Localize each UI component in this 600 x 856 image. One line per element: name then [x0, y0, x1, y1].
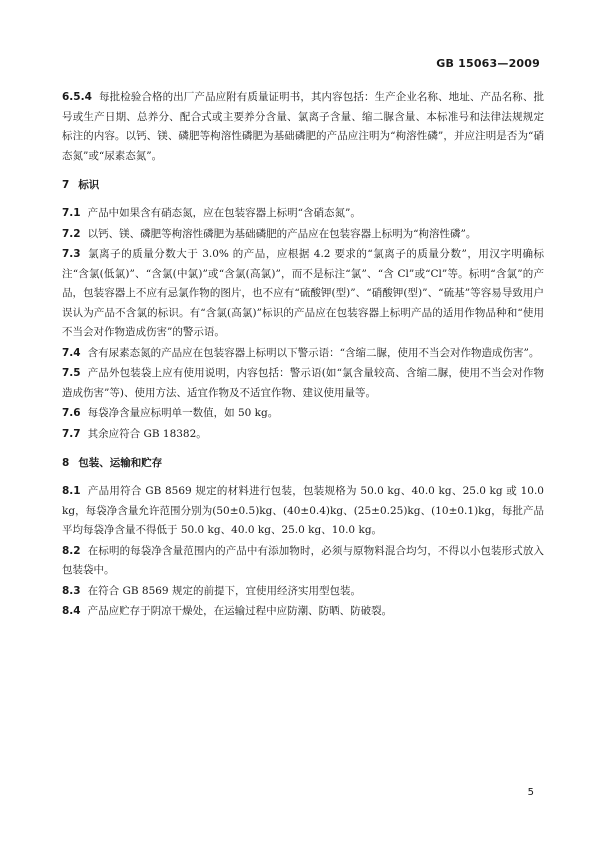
- clause-text: 产品应贮存于阴凉干燥处，在运输过程中应防潮、防晒、防破裂。: [87, 605, 393, 617]
- clause-8-1: [62, 482, 544, 541]
- clause-text: 含有尿素态氮的产品应在包装容器上标明以下警示语：“含缩二脲，使用不当会对作物造成伤害”。: [87, 346, 540, 359]
- clause-8-2: [62, 542, 544, 581]
- clause-7-4: [62, 344, 544, 364]
- section-8-heading: [62, 454, 544, 473]
- page-body: [62, 88, 544, 623]
- clause-number: 7.3: [62, 248, 81, 260]
- section-title: 标识: [78, 179, 100, 191]
- page-number: 5: [527, 787, 534, 798]
- clause-text: 以钙、镁、磷肥等枸溶性磷肥为基础磷肥的产品应在包装容器上标明为“枸溶性磷”。: [87, 227, 477, 240]
- section-7-heading: [62, 176, 544, 195]
- clause-7-1: [62, 204, 544, 224]
- clause-8-4: [62, 602, 544, 622]
- clause-number: 8.3: [62, 584, 81, 597]
- clause-number: 8.1: [62, 485, 81, 497]
- clause-number: 7.4: [62, 346, 81, 359]
- clause-text: 其余应符合 GB 18382。: [87, 427, 207, 440]
- clause-number: 7.6: [62, 407, 81, 419]
- section-number: 7: [62, 179, 70, 191]
- clause-text: 在标明的每袋净含量范围内的产品中有添加物时，必须与原物料混合均匀，不得以小包装形式放入包装袋中。: [62, 544, 544, 576]
- clause-number: 8.4: [62, 605, 81, 617]
- clause-number: 7.5: [62, 367, 81, 379]
- clause-text: 在符合 GB 8569 规定的前提下，宜使用经济实用型包装。: [87, 584, 361, 597]
- clause-6-5-4: [62, 88, 544, 166]
- clause-7-3: [62, 245, 544, 343]
- standard-number-header: GB 15063—2009: [436, 57, 540, 70]
- clause-8-3: [62, 582, 544, 602]
- clause-number: 7.2: [62, 227, 81, 240]
- clause-text: 每袋净含量应标明单一数值，如 50 kg。: [87, 407, 279, 419]
- clause-number: 8.2: [62, 544, 81, 557]
- clause-7-6: [62, 404, 544, 424]
- clause-number: 7.1: [62, 207, 81, 219]
- section-number: 8: [62, 457, 70, 469]
- clause-text: 产品外包装袋上应有使用说明，内容包括：警示语(如“氯含量较高、含缩二脲，使用不当会对作物造成伤害”等)、使用方法、适宜作物及不适宜作物、建议使用量等。: [62, 367, 544, 399]
- clause-text: 每批检验合格的出厂产品应附有质量证明书，其内容包括：生产企业名称、地址、产品名称、批号或生产日期、总养分、配合式或主要养分含量、氯离子含量、缩二脲含量、本标准号和法律法规规定标注的内容。以钙、镁、磷肥等枸溶性磷肥为基础磷肥的产品应注明为“枸溶性磷”，并应注明是否为“硝态氮”或“尿素态氮”。: [62, 91, 544, 162]
- section-title: 包装、运输和贮存: [78, 457, 163, 469]
- clause-text: 氯离子的质量分数大于 3.0% 的产品，应根据 4.2 要求的“氯离子的质量分数”，用汉字明确标注“含氯(低氯)”、“含氯(中氯)”或“含氯(高氯)”，而不是标注“氯”、“含 Cl”或“Cl”等。标明“含氯”的产品，包装容器上不应有忌氯作物的图片，也不应有“硫酸钾(型)”、“硝酸钾(型)”、“硫基”等容易导致用户误认为产品不含氯的标识。有“含氯(高氯)”标识的产品应在包装容器上标明产品的适用作物品种和“使用不当会对作物造成伤害”的警示语。: [62, 248, 544, 338]
- clause-7-5: [62, 364, 544, 403]
- clause-text: 产品用符合 GB 8569 规定的材料进行包装，包装规格为 50.0 kg、40.0 kg、25.0 kg 或 10.0 kg，每袋净含量允许范围分别为(50±0.5)kg、(40±0.4)kg、(25±0.25)kg、(10±0.1)kg，每批产品平均每袋净含量不得低于 50.0 kg、40.0 kg、25.0 kg、10.0 kg。: [62, 485, 544, 536]
- clause-text: 产品中如果含有硝态氮，应在包装容器上标明“含硝态氮”。: [87, 207, 361, 219]
- clause-number: 6.5.4: [62, 91, 92, 103]
- clause-number: 7.7: [62, 427, 81, 440]
- clause-7-2: [62, 225, 544, 245]
- clause-7-7: [62, 425, 544, 445]
